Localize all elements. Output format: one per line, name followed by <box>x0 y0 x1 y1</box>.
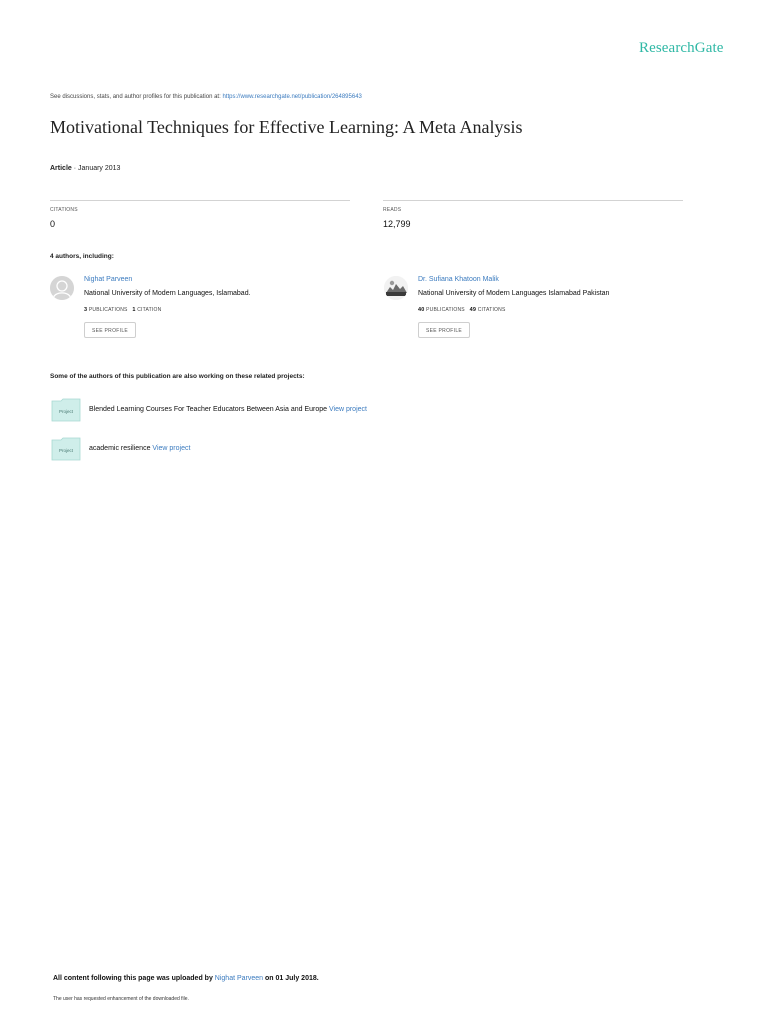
enhancement-note: The user has requested enhancement of the downloaded file. <box>53 996 189 1002</box>
view-project-link[interactable]: View project <box>328 406 367 413</box>
authors-heading: 4 authors, including: <box>50 253 114 260</box>
researchgate-logo[interactable]: ResearchGate <box>639 40 724 56</box>
view-project-link[interactable]: View project <box>152 445 191 452</box>
author-institution: National University of Modern Languages, Islamabad. <box>84 290 251 297</box>
projects-heading: Some of the authors of this publication are also working on these related projects: <box>50 373 305 380</box>
citations-divider <box>50 200 350 201</box>
author-institution: National University of Modern Languages Islamabad Pakistan <box>418 290 610 297</box>
citations-count: 49 <box>469 307 477 313</box>
upload-prefix: All content following this page was uploaded by <box>53 975 215 982</box>
article-date: January 2013 <box>78 165 121 172</box>
citations-label: CITATION <box>137 307 162 313</box>
photo-avatar-icon[interactable] <box>384 276 408 300</box>
uploader-link[interactable]: Nighat Parveen <box>214 975 264 982</box>
publications-count: 3 <box>84 307 88 313</box>
reads-value: 12,799 <box>383 219 411 229</box>
publications-label: PUBLICATIONS <box>88 307 128 313</box>
project-item <box>89 445 190 452</box>
upload-suffix: on 01 July 2018. <box>263 975 319 982</box>
citations-label: CITATIONS <box>50 207 78 213</box>
article-type: Article <box>50 165 72 172</box>
publications-count: 40 <box>418 307 425 313</box>
author-stats <box>418 307 505 313</box>
project-title: Blended Learning Courses For Teacher Educators Between Asia and Europe <box>89 406 329 413</box>
publication-url-link[interactable]: https://www.researchgate.net/publication/264895643 <box>222 94 362 100</box>
reads-divider <box>383 200 683 201</box>
project-icon-label: Project <box>58 409 74 414</box>
reads-label: READS <box>383 207 402 213</box>
see-profile-button[interactable]: SEE PROFILE <box>418 322 470 338</box>
citations-count: 1 <box>132 307 136 313</box>
discussion-text: See discussions, stats, and author profiles for this publication at: <box>50 94 223 100</box>
citations-value: 0 <box>50 219 56 229</box>
author-name-link[interactable]: Dr. Sufiana Khatoon Malik <box>418 276 499 283</box>
upload-notice <box>53 975 319 982</box>
see-profile-button[interactable]: SEE PROFILE <box>84 322 136 338</box>
author-name-link[interactable]: Nighat Parveen <box>84 276 133 283</box>
project-title: academic resilience <box>89 445 153 452</box>
article-title: Motivational Techniques for Effective Learning: A Meta Analysis <box>50 117 523 137</box>
publications-label: PUBLICATIONS <box>426 307 465 313</box>
project-icon-label: Project <box>58 448 74 453</box>
article-meta <box>50 165 120 172</box>
citations-label: CITATIONS <box>477 307 506 313</box>
project-folder-icon <box>51 437 81 459</box>
project-folder-icon <box>51 398 81 420</box>
author-stats <box>84 307 161 313</box>
discussion-line <box>50 94 362 100</box>
meta-separator: · <box>71 165 79 172</box>
project-item <box>89 406 367 413</box>
default-person-icon[interactable] <box>50 276 74 300</box>
